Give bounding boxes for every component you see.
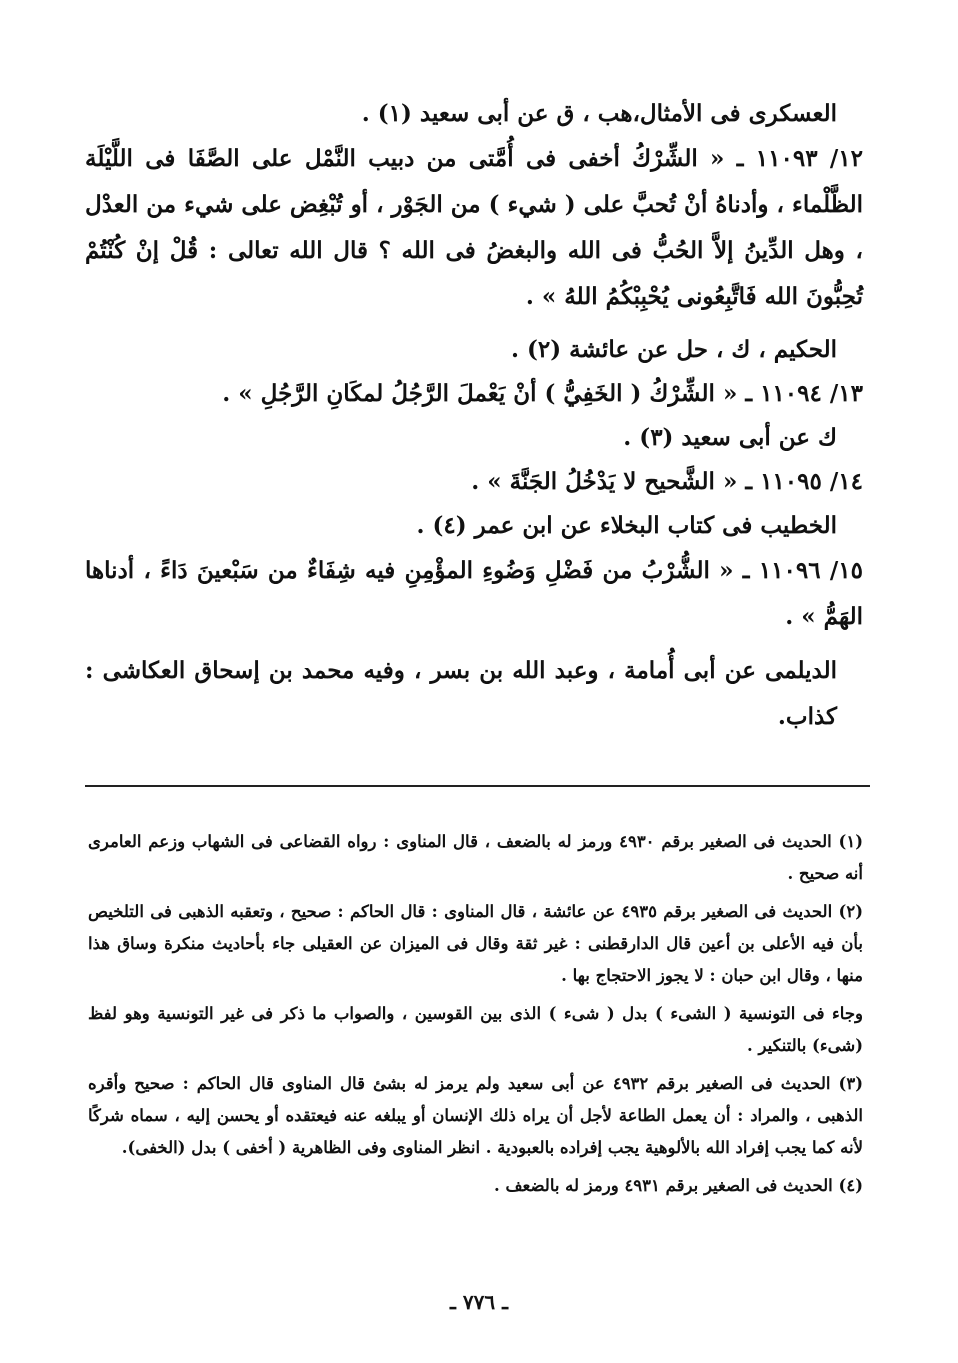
source-line: الخطيب فى كتاب البخلاء عن ابن عمر (٤) . xyxy=(416,512,837,539)
main-text xyxy=(85,92,863,748)
footnote-1: (١) الحديث فى الصغير برقم ٤٩٣٠ ورمز له بالضعف ، قال المناوى : رواه القضاعى فى الشهاب وزعم العامرى أنه صحيح . xyxy=(88,832,863,883)
source-line: العسكرى فى الأمثال،هب ، ق عن أبى سعيد (١) . xyxy=(361,100,837,127)
footnote-2: (٢) الحديث فى الصغير برقم ٤٩٣٥ عن عائشة ، قال المناوى : قال الحاكم : صحيح ، وتعقبه الذهبى فى التلخيص بأن فيه الأعلى بن أعين قال الدارقطنى : غير ثقة وقال فى الميزان عن العقيلى جاء بأحاديث منكرة وساق هذا منها ، وقال ابن حبان : لا يجوز الاحتجاج بها . xyxy=(88,902,863,985)
hadith-15: ١٥/ ١١٠٩٦ ـ « الشُّرْبُ من فَضْلِ وَضُوءِ المؤْمِنِ فيه شِفَاءٌ من سَبْعينَ دَاءً ، أدناها الهَمُّ » . xyxy=(85,557,863,630)
footnotes xyxy=(88,826,863,1208)
hadith-14: ١٤/ ١١٠٩٥ ـ « الشَّحيح لا يَدْخُلُ الجَنَّةَ » . xyxy=(471,468,863,495)
footnote-2-note: وجاء فى التونسية ( الشىء ) بدل ( شىء ) الذى بين القوسين ، والصواب ما ذكر فى غير التونسية وهو لفظ (شىء) بالتنكير . xyxy=(88,1004,863,1055)
hadith-12: ١٢/ ١١٠٩٣ ـ « الشِّرْكُ أخفى فى أُمَّتى من دبيب النَّمْل على الصَّفَا فى اللَّيْلَة الظَّلْماء ، وأدناهُ أنْ تُحبَّ على ( شيء ) من الجَوْر ، أو تُبْغِض على شيء من العدْل ، وهل الدِّينُ إلاَّ الحُبُّ فى الله والبغضُ فى الله ؟ قال الله تعالى : قُلْ إنْ كُنْتُمْ تُحِبُّونَ الله فَاتَّبِعُونى يُحْبِبْكُمُ اللهُ » . xyxy=(85,145,863,310)
page-number: ـ ٧٧٦ ـ xyxy=(450,1290,508,1314)
footnote-4: (٤) الحديث فى الصغير برقم ٤٩٣١ ورمز له بالضعف . xyxy=(493,1176,863,1195)
hadith-13: ١٣/ ١١٠٩٤ ـ « الشِّرْكُ ( الخَفِيُّ ) أنْ يَعْملَ الرَّجُلُ لمكَانِ الرَّجُلِ » . xyxy=(222,380,863,407)
source-line: الديلمى عن أبى أُمامة ، وعبد الله بن بسر ، وفيه محمد بن إسحاق العكاشى : كذاب. xyxy=(85,657,837,730)
source-line: الحكيم ، ك ، حل عن عائشة (٢) . xyxy=(510,336,837,363)
source-line: ك عن أبى سعيد (٣) . xyxy=(623,424,837,451)
footnote-3: (٣) الحديث فى الصغير برقم ٤٩٣٢ عن أبى سعيد ولم يرمز له بشئ قال المناوى قال الحاكم : صحيح وأقره الذهبى ، والمراد : أن يعمل الطاعة لأجل أن يراه ذلك الإنسان أو يبلغه عنه فيعتقده أو يحسن إليه ، سماه شركًا لأنه كما يجب إفراد الله بالألوهية يجب إفراده بالعبودية . انظر المناوى وفى الظاهرية ( أخفى ) بدل (الخفى). xyxy=(88,1074,864,1157)
footnote-separator xyxy=(85,785,870,787)
